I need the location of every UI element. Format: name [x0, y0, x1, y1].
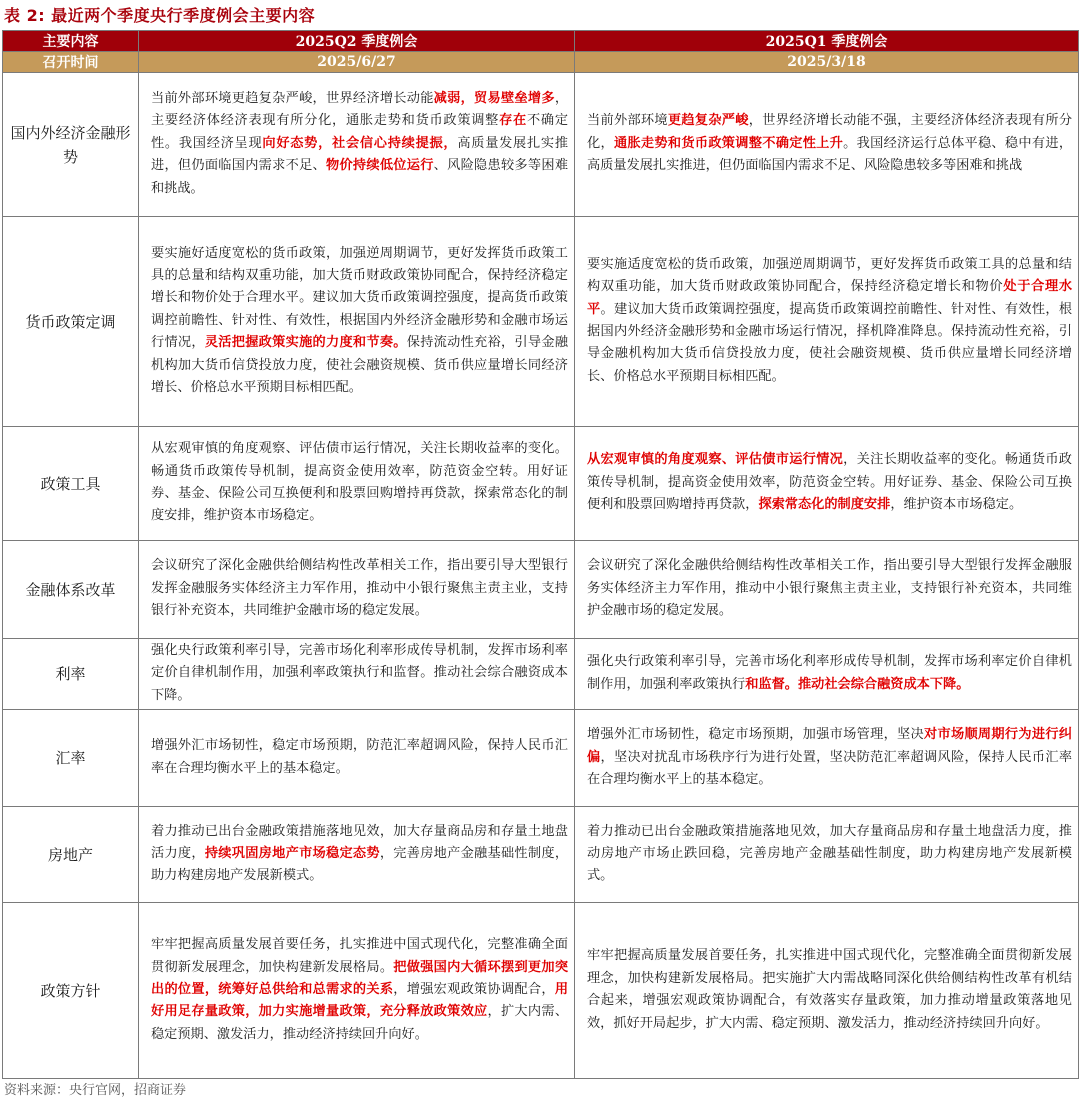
cell-text: 。我国经济运行总体平稳、稳中有进，高质量发展扎实推进，但仍面临国内需求不足、风险隐患较多等困难和挑战 — [587, 135, 1073, 174]
row-category: 房地产 — [3, 807, 139, 903]
highlight-text: 从宏观审慎的角度观察、评估债市运行情况 — [587, 452, 844, 468]
row-category: 货币政策定调 — [3, 217, 139, 427]
highlight-text: 灵活把握政策实施的力度和节奏。 — [204, 335, 407, 351]
cell-text: 高质量发展扎实推进，但仍面临国内需求不足、 — [151, 135, 569, 174]
comparison-table — [2, 30, 1079, 1079]
row-category: 利率 — [3, 639, 139, 710]
cell-text: 强化央行政策利率引导，完善市场化利率形成传导机制，发挥市场利率定价自律机制作用，加强利率政策执行和监督。推动社会综合融资成本下降。 — [151, 643, 568, 703]
cell-text: ，完善房地产金融基础性制度，助力构建房地产发展新模式。 — [151, 846, 568, 884]
cell-text: ，坚决对扰乱市场秩序行为进行处置，坚决防范汇率超调风险，保持人民币汇率在合理均衡水平上的基本稳定。 — [587, 749, 1073, 787]
cell-q1 — [575, 639, 1079, 710]
cell-text: 当前外部环境 — [587, 113, 668, 129]
cell-q1 — [575, 903, 1079, 1079]
row-category: 金融体系改革 — [3, 541, 139, 639]
cell-q1 — [575, 541, 1079, 639]
cell-q2 — [139, 541, 575, 639]
cell-text: 当前外部环境更趋复杂严峻，世界经济增长动能 — [151, 90, 434, 106]
table-row — [3, 541, 1079, 639]
cell-text: ，主要经济体经济表现有所分化，通胀走势和货币政策调整 — [151, 90, 569, 129]
row-category: 政策方针 — [3, 903, 139, 1079]
table-row — [3, 903, 1079, 1079]
highlight-text: 通胀走势和货币政策调整不确定性上升 — [613, 135, 844, 151]
row-category: 汇率 — [3, 710, 139, 807]
cell-text: 着力推动已出台金融政策措施落地见效，加大存量商品房和存量土地盘活力度， — [151, 823, 568, 862]
cell-text: 会议研究了深化金融供给侧结构性改革相关工作，指出要引导大型银行发挥金融服务实体经济主力军作用，推动中小银行聚焦主责主业，支持银行补充资本，共同维护金融市场的稳定发展。 — [587, 558, 1072, 619]
table-row — [3, 639, 1079, 710]
cell-q2 — [139, 903, 575, 1079]
highlight-text: 和监督。推动社会综合融资成本下降。 — [745, 676, 970, 692]
cell-text: 要实施适度宽松的货币政策，加强逆周期调节，更好发挥货币政策工具的总量和结构双重功能，加大货币财政政策协同配合，保持经济稳定增长和物价 — [587, 256, 1072, 295]
table-row — [3, 73, 1079, 217]
date-label: 召开时间 — [3, 52, 139, 73]
date-2025q2: 2025/6/27 — [139, 52, 575, 73]
table-row — [3, 710, 1079, 807]
table-row — [3, 427, 1079, 541]
cell-text: ，增强宏观政策协调配合， — [393, 982, 555, 998]
row-category: 政策工具 — [3, 427, 139, 541]
cell-text: ，扩大内需、稳定预期、激发活力，推动经济持续回升向好。 — [151, 1004, 569, 1042]
cell-text: 不确定性。我国经济呈现 — [151, 113, 569, 151]
cell-text: 保持流动性充裕，引导金融机构加大货币信贷投放力度，使社会融资规模、货币供应量增长同经济增长、价格总水平预期目标相匹配。 — [151, 335, 569, 396]
header-topic: 主要内容 — [3, 31, 139, 52]
cell-q2 — [139, 807, 575, 903]
highlight-text: 处于合理水平 — [587, 279, 1073, 317]
cell-text: 会议研究了深化金融供给侧结构性改革相关工作，指出要引导大型银行发挥金融服务实体经济主力军作用，推动中小银行聚焦主责主业，支持银行补充资本，共同维护金融市场的稳定发展。 — [151, 558, 568, 619]
highlight-text: 存在 — [499, 113, 527, 129]
cell-text: 从宏观审慎的角度观察、评估债市运行情况，关注长期收益率的变化。畅通货币政策传导机制，提高资金使用效率，防范资金空转。用好证券、基金、保险公司互换便利和股票回购增持再贷款，探索常态化的制度安排，维护资本市场稳定。 — [151, 441, 568, 524]
cell-q2 — [139, 217, 575, 427]
cell-text: 牢牢把握高质量发展首要任务，扎实推进中国式现代化，完整准确全面贯彻新发展理念，加快构建新发展格局。 — [151, 937, 568, 975]
cell-q1 — [575, 807, 1079, 903]
cell-q1 — [575, 73, 1079, 217]
highlight-text: 向好态势，社会信心持续提振， — [262, 135, 458, 151]
header-2025q2: 2025Q2 季度例会 — [139, 31, 575, 52]
date-2025q1: 2025/3/18 — [575, 52, 1079, 73]
cell-text: ，世界经济增长动能不强，主要经济体经济表现有所分化， — [587, 113, 1073, 151]
cell-q1 — [575, 427, 1079, 541]
cell-text: 牢牢把握高质量发展首要任务，扎实推进中国式现代化，完整准确全面贯彻新发展理念，加快构建新发展格局。把实施扩大内需战略同深化供给侧结构性改革有机结合起来，增强宏观政策协调配合，有效落实存量政策，加力推动增量政策落地见效，抓好开局起步，扩大内需、稳定预期、激发活力，推动经济持续回升向好。 — [587, 948, 1072, 1031]
table-row — [3, 807, 1079, 903]
cell-text: 增强外汇市场韧性，稳定市场预期，防范汇率超调风险，保持人民币汇率在合理均衡水平上的基本稳定。 — [151, 738, 568, 776]
table-row — [3, 217, 1079, 427]
header-row — [3, 31, 1079, 52]
cell-q2 — [139, 710, 575, 807]
cell-text: ，维护资本市场稳定。 — [890, 497, 1023, 513]
highlight-text: 对市场顺周期行为进行纠偏 — [587, 727, 1073, 765]
source-note: 资料来源：央行官网，招商证券 — [4, 1083, 187, 1098]
cell-q1 — [575, 710, 1079, 807]
highlight-text: 探索常态化的制度安排 — [758, 497, 891, 513]
date-row — [3, 52, 1079, 73]
cell-q2 — [139, 427, 575, 541]
header-2025q1: 2025Q1 季度例会 — [575, 31, 1079, 52]
cell-text: 要实施好适度宽松的货币政策，加强逆周期调节，更好发挥货币政策工具的总量和结构双重功能，加大货币财政政策协同配合，保持经济稳定增长和物价处于合理水平。建议加大货币政策调控强度，提高货币政策调控前瞻性、针对性、有效性，根据国内外经济金融形势和金融市场运行情况， — [151, 245, 568, 351]
cell-text: 。建议加大货币政策调控强度，提高货币政策调控前瞻性、针对性、有效性，根据国内外经济金融形势和金融市场运行情况，择机降准降息。保持流动性充裕，引导金融机构加大货币信贷投放力度，使社会融资规模、货币供应量增长同经济增长、价格总水平预期目标相匹配。 — [587, 301, 1073, 384]
cell-text: 强化央行政策利率引导，完善市场化利率形成传导机制，发挥市场利率定价自律机制作用，加强利率政策执行 — [587, 654, 1072, 692]
table-title: 表 2: 最近两个季度央行季度例会主要内容 — [4, 6, 316, 25]
highlight-text: 把做强国内大循环摆到更加突出的位置，统筹好总供给和总需求的关系 — [151, 959, 569, 998]
highlight-text: 减弱，贸易壁垒增多 — [433, 90, 555, 106]
cell-text: 、风险隐患较多等困难和挑战。 — [151, 158, 569, 196]
cell-text: ，关注长期收益率的变化。畅通货币政策传导机制，提高资金使用效率，防范资金空转。用好证券、基金、保险公司互换便利和股票回购增持再贷款， — [587, 452, 1072, 513]
cell-text: 增强外汇市场韧性，稳定市场预期，加强市场管理，坚决 — [587, 727, 925, 743]
cell-q1 — [575, 217, 1079, 427]
highlight-text: 用好用足存量政策，加力实施增量政策，充分释放政策效应 — [151, 982, 569, 1020]
row-category: 国内外经济金融形势 — [3, 73, 139, 217]
cell-text: 着力推动已出台金融政策措施落地见效，加大存量商品房和存量土地盘活力度，推动房地产市场止跌回稳，完善房地产金融基础性制度，助力构建房地产发展新模式。 — [587, 823, 1072, 884]
highlight-text: 物价持续低位运行 — [325, 158, 434, 174]
highlight-text: 更趋复杂严峻 — [667, 113, 749, 129]
cell-q2 — [139, 73, 575, 217]
cell-q2 — [139, 639, 575, 710]
highlight-text: 持续巩固房地产市场稳定态势 — [204, 846, 380, 862]
